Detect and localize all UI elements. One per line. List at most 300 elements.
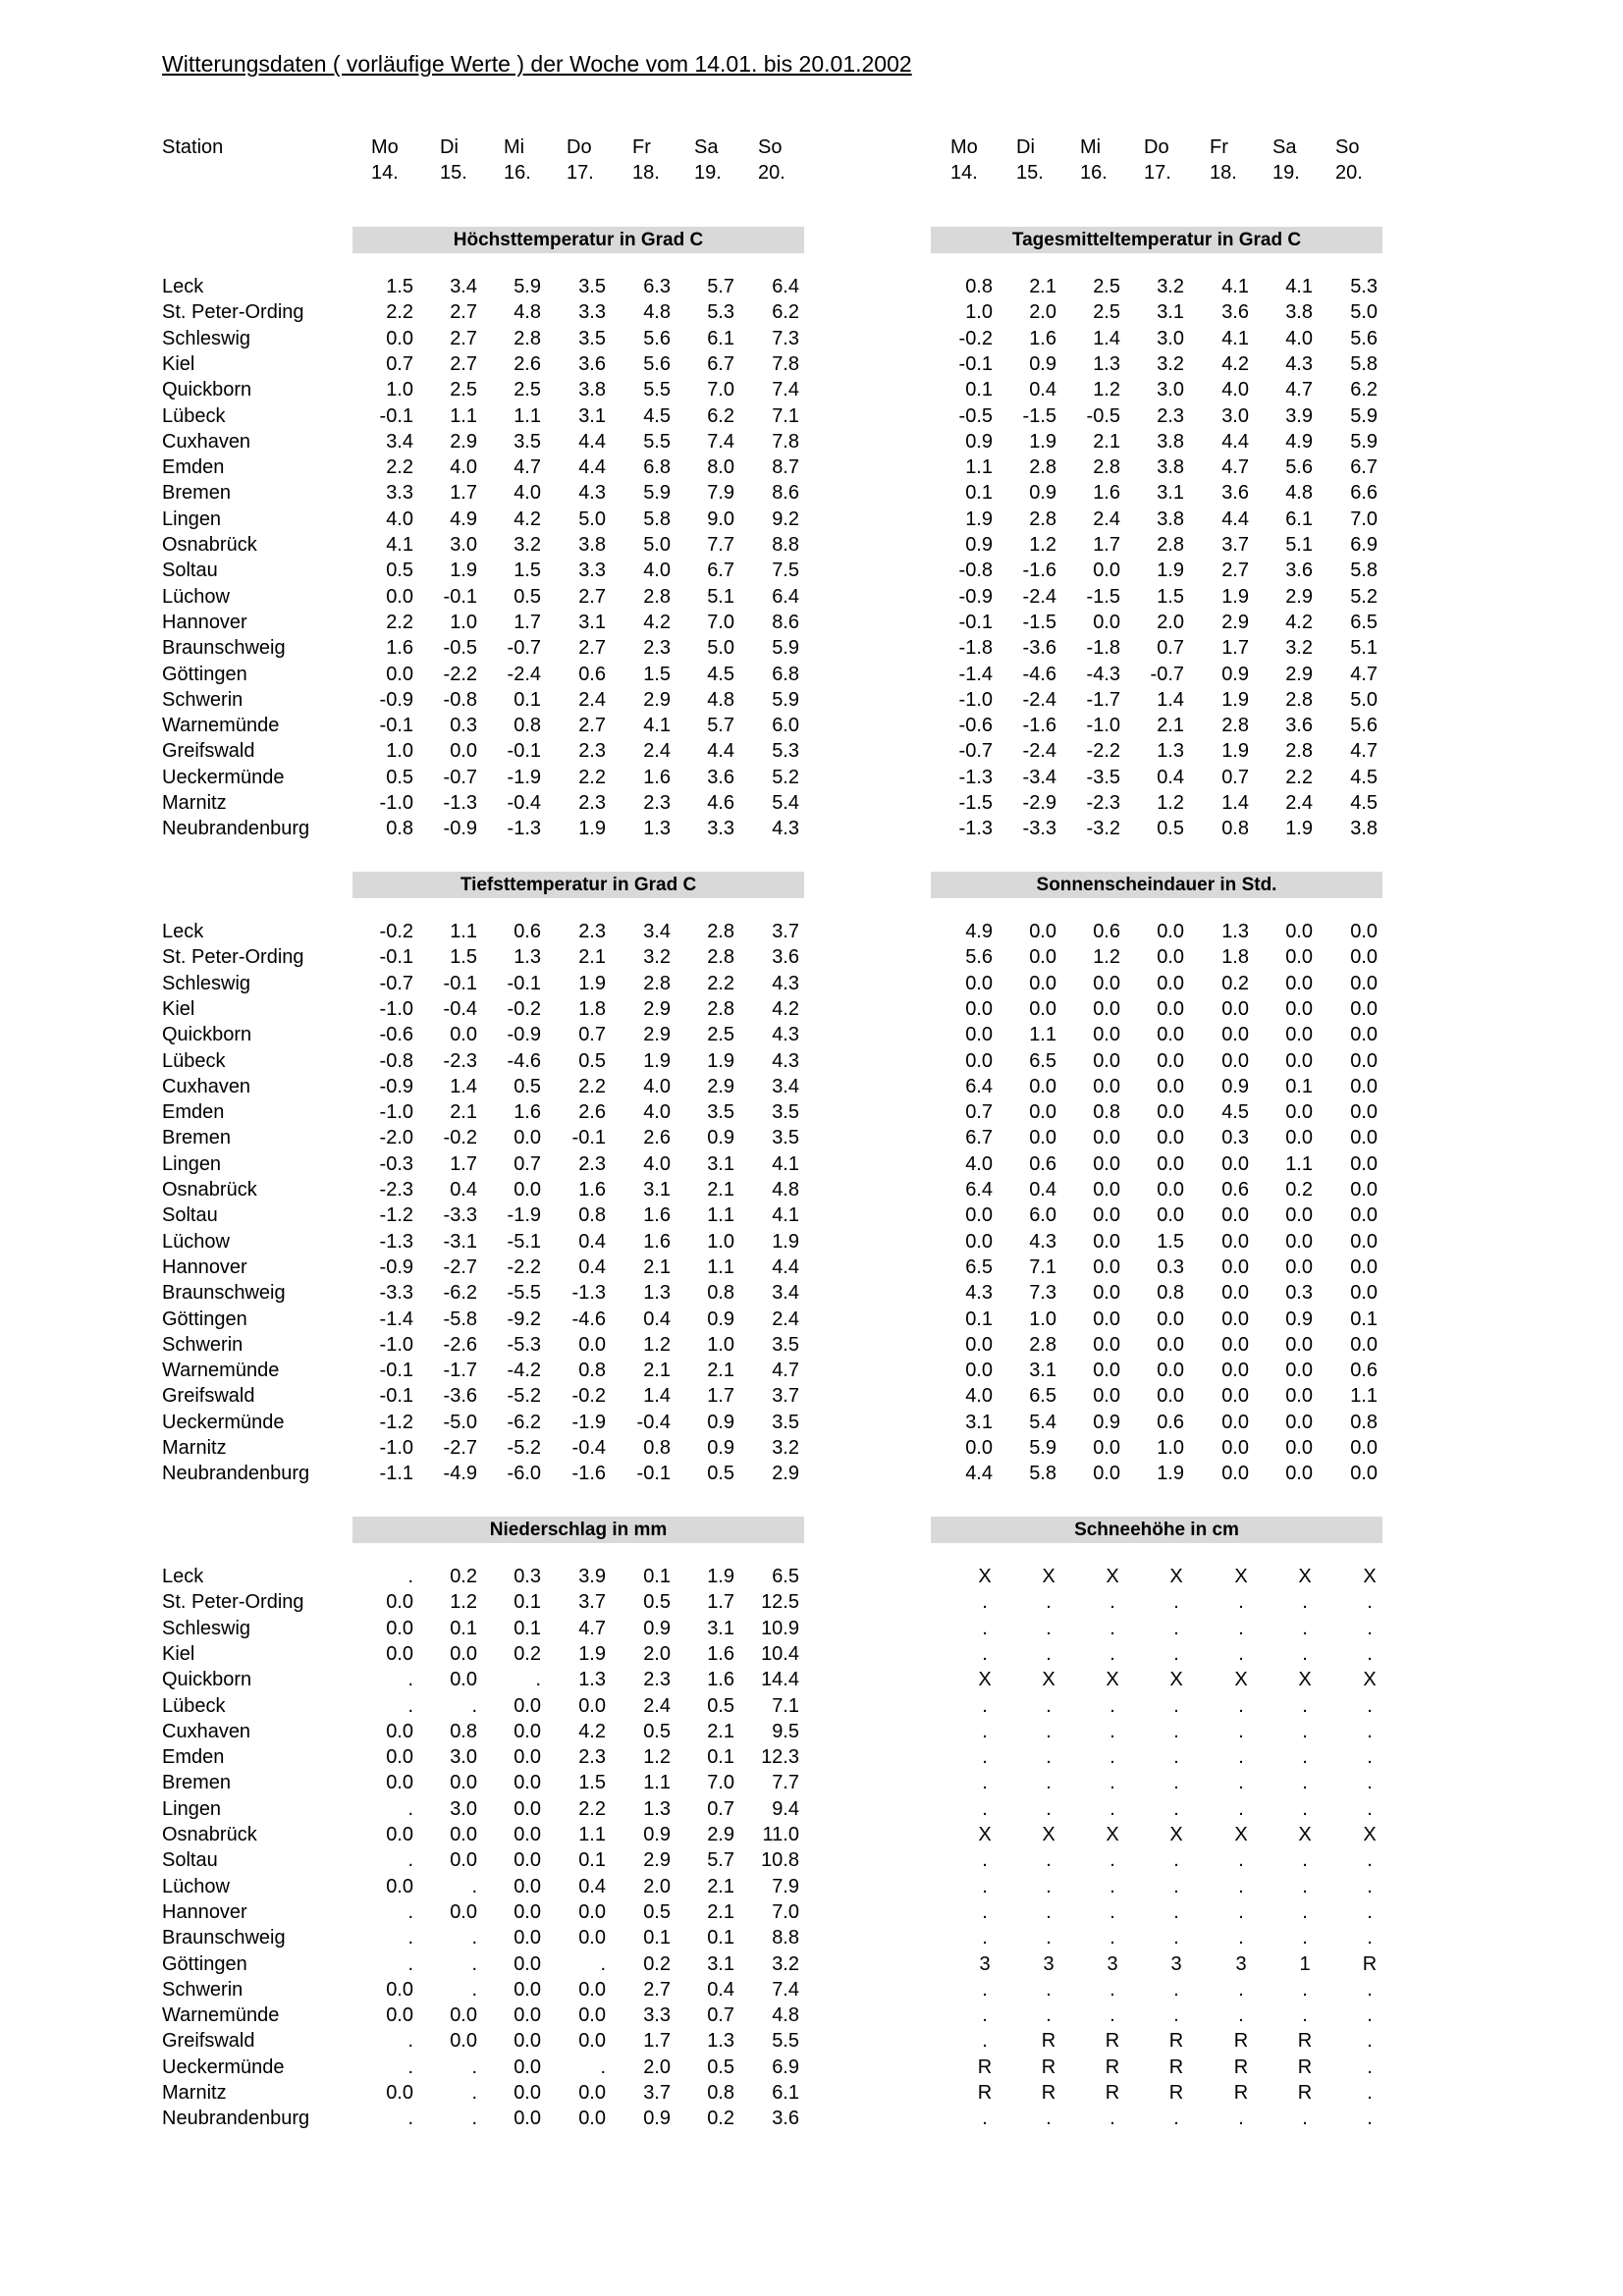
table-cell: -1.0 [379, 1333, 413, 1356]
table-cell: . [1046, 1927, 1052, 1949]
table-cell: 0.5 [386, 766, 413, 788]
day-header-right: Sa [1272, 136, 1297, 158]
table-cell: 1.6 [578, 1179, 606, 1201]
table-cell: 2.7 [643, 1978, 671, 2001]
table-cell: 0.0 [386, 1875, 413, 1897]
table-cell: 0.0 [1157, 1204, 1184, 1227]
table-cell: 0.0 [1350, 1179, 1378, 1201]
table-cell: 3.5 [772, 1127, 799, 1149]
table-cell: 4.3 [965, 1282, 993, 1305]
table-cell: 4.1 [1221, 327, 1249, 349]
table-cell: 5.8 [643, 507, 671, 530]
table-cell: X [978, 1566, 992, 1587]
table-cell: 0.9 [1221, 663, 1249, 685]
table-cell: X [1234, 1824, 1248, 1845]
table-cell: 1.5 [386, 276, 413, 297]
table-cell: 0.1 [707, 1927, 734, 1949]
section-title-left: Tiefsttemperatur in Grad C [352, 872, 804, 898]
table-cell: -2.9 [1022, 792, 1056, 814]
table-cell: 4.9 [450, 507, 477, 530]
table-cell: -0.2 [571, 1385, 606, 1408]
table-cell: 0.8 [1350, 1411, 1378, 1433]
table-cell: 2.6 [643, 1127, 671, 1149]
table-cell: 0.0 [1285, 1255, 1313, 1278]
table-cell: -0.1 [571, 1127, 606, 1149]
table-cell: 0.0 [1350, 1282, 1378, 1305]
table-cell: 1.3 [643, 1797, 671, 1820]
table-cell: 5.0 [643, 534, 671, 556]
table-cell: -1.6 [1022, 715, 1056, 737]
station-name: St. Peter-Ording [162, 1591, 304, 1614]
table-cell: 0.7 [578, 1024, 606, 1046]
table-cell: 1.9 [707, 1566, 734, 1587]
table-cell: 3.0 [1157, 327, 1184, 349]
table-cell: 0.0 [1350, 1437, 1378, 1459]
table-cell: . [982, 1642, 988, 1665]
table-cell: . [1173, 1720, 1179, 1742]
table-cell: . [1046, 1978, 1052, 2001]
station-name: Greifswald [162, 2030, 255, 2053]
table-cell: 0.0 [1285, 972, 1313, 994]
table-cell: -1.5 [1022, 404, 1056, 427]
table-cell: 3.8 [1285, 301, 1313, 324]
table-cell: 0.0 [386, 1642, 413, 1665]
table-cell: 0.8 [514, 715, 541, 737]
table-cell: 1.9 [707, 1049, 734, 1072]
date-header-right: 16. [1080, 162, 1108, 184]
station-name: Quickborn [162, 1024, 252, 1046]
table-cell: . [1046, 1797, 1052, 1820]
table-cell: -4.3 [1086, 663, 1120, 685]
table-cell: . [471, 1952, 477, 1975]
table-cell: -5.2 [507, 1385, 541, 1408]
table-cell: 6.4 [772, 276, 799, 297]
table-cell: -1.6 [1022, 560, 1056, 582]
table-cell: 4.2 [643, 611, 671, 633]
table-cell: -0.4 [443, 997, 477, 1020]
table-cell: 5.7 [707, 276, 734, 297]
table-cell: 3.2 [1157, 352, 1184, 375]
table-cell: 1.0 [1157, 1437, 1184, 1459]
table-cell: 5.6 [1350, 327, 1378, 349]
table-cell: -6.2 [443, 1282, 477, 1305]
table-cell: . [982, 1720, 988, 1742]
table-cell: R [1105, 2030, 1120, 2053]
table-cell: 1.0 [450, 611, 477, 633]
station-name: Neubrandenburg [162, 1463, 310, 1485]
table-cell: X [1106, 1824, 1119, 1845]
table-cell: 0.0 [1350, 1049, 1378, 1072]
table-cell: 0.9 [965, 430, 993, 453]
table-cell: 0.4 [707, 1978, 734, 2001]
table-cell: 1.2 [450, 1591, 477, 1614]
table-cell: . [1109, 1797, 1115, 1820]
table-cell: 4.4 [772, 1255, 799, 1278]
table-cell: -0.1 [443, 972, 477, 994]
table-cell: 0.0 [1093, 1463, 1120, 1485]
section-title-left: Niederschlag in mm [352, 1517, 804, 1543]
table-cell: 1.7 [1221, 637, 1249, 660]
station-name: Osnabrück [162, 1179, 257, 1201]
table-cell: . [1109, 1772, 1115, 1794]
table-cell: 1.3 [1157, 740, 1184, 763]
table-cell: 2.3 [578, 1746, 606, 1769]
table-cell: 0.0 [1285, 1437, 1313, 1459]
table-cell: 2.1 [707, 1360, 734, 1382]
table-cell: 0.9 [1029, 482, 1056, 505]
table-cell: 2.3 [578, 740, 606, 763]
table-cell: 4.1 [386, 534, 413, 556]
table-cell: 0.0 [1029, 1127, 1056, 1149]
table-cell: X [978, 1824, 992, 1845]
table-cell: 10.8 [761, 1849, 799, 1872]
table-cell: -1.9 [507, 766, 541, 788]
table-cell: 1.6 [514, 1101, 541, 1124]
table-cell: 0.0 [386, 1591, 413, 1614]
table-cell: -1.3 [958, 766, 993, 788]
table-cell: 0.0 [578, 2082, 606, 2104]
table-cell: 3.2 [1157, 276, 1184, 297]
table-cell: R [1233, 2030, 1249, 2053]
table-cell: 0.9 [707, 1411, 734, 1433]
table-cell: -1.7 [443, 1360, 477, 1382]
table-cell: 2.5 [1093, 301, 1120, 324]
table-cell: 0.5 [707, 1463, 734, 1485]
table-cell: 4.1 [1285, 276, 1313, 297]
station-name: Ueckermünde [162, 1411, 285, 1433]
table-cell: 1.6 [707, 1669, 734, 1691]
station-name: Schwerin [162, 688, 243, 711]
table-cell: 3.7 [1221, 534, 1249, 556]
table-cell: 7.1 [772, 404, 799, 427]
day-header-right: So [1335, 136, 1360, 158]
table-cell: . [1302, 1746, 1308, 1769]
table-cell: -2.4 [1022, 740, 1056, 763]
table-cell: 3 [1107, 1952, 1118, 1975]
table-cell: 3.5 [514, 430, 541, 453]
table-cell: . [982, 2030, 988, 2053]
table-cell: 3.2 [643, 946, 671, 969]
table-cell: X [1363, 1566, 1377, 1587]
table-cell: 5.0 [707, 637, 734, 660]
table-cell: 0.5 [643, 1720, 671, 1742]
table-cell: 0.0 [965, 1230, 993, 1253]
table-cell: 0.3 [1285, 1282, 1313, 1305]
table-cell: . [407, 1927, 413, 1949]
table-cell: . [1046, 1642, 1052, 1665]
table-cell: 1.9 [1157, 560, 1184, 582]
table-cell: 7.0 [707, 379, 734, 401]
table-cell: 3.4 [386, 430, 413, 453]
table-cell: 0.3 [1221, 1127, 1249, 1149]
table-cell: . [1046, 1694, 1052, 1717]
table-cell: 6.1 [1285, 507, 1313, 530]
table-cell: 0.0 [1285, 946, 1313, 969]
table-cell: 3.6 [707, 766, 734, 788]
table-cell: 7.0 [707, 611, 734, 633]
table-cell: 2.7 [578, 715, 606, 737]
table-cell: 4.1 [772, 1152, 799, 1175]
table-cell: 0.6 [1350, 1360, 1378, 1382]
station-name: Lübeck [162, 1694, 226, 1717]
table-cell: 0.9 [707, 1437, 734, 1459]
table-cell: X [1169, 1566, 1183, 1587]
table-cell: 4.0 [643, 560, 671, 582]
table-cell: 7.7 [772, 1772, 799, 1794]
table-cell: 1.0 [1029, 1308, 1056, 1330]
table-cell: 1.0 [707, 1230, 734, 1253]
table-cell: 0.4 [643, 1308, 671, 1330]
table-cell: -0.1 [379, 1385, 413, 1408]
table-cell: 0.0 [1029, 1101, 1056, 1124]
table-cell: 6.2 [772, 301, 799, 324]
table-cell: . [1238, 1797, 1244, 1820]
table-cell: 0.0 [1093, 1230, 1120, 1253]
table-cell: -2.7 [443, 1437, 477, 1459]
table-cell: 4.0 [643, 1075, 671, 1097]
table-cell: -5.3 [507, 1333, 541, 1356]
table-cell: 0.0 [1285, 1385, 1313, 1408]
table-cell: . [1367, 2030, 1373, 2053]
table-cell: 0.0 [578, 1978, 606, 2001]
table-cell: 1.1 [1029, 1024, 1056, 1046]
table-cell: 0.1 [514, 1591, 541, 1614]
station-name: Kiel [162, 352, 195, 375]
table-cell: 1.5 [1157, 1230, 1184, 1253]
table-cell: 1.1 [578, 1824, 606, 1845]
table-cell: 3.0 [450, 1746, 477, 1769]
station-name: Hannover [162, 1900, 247, 1923]
table-cell: -1.7 [1086, 688, 1120, 711]
table-cell: 0.0 [1157, 1152, 1184, 1175]
table-cell: 3.0 [450, 534, 477, 556]
table-cell: . [1238, 1849, 1244, 1872]
table-cell: . [1367, 1772, 1373, 1794]
table-cell: 2.6 [578, 1101, 606, 1124]
table-cell: 0.0 [965, 1049, 993, 1072]
table-cell: 0.0 [1221, 1437, 1249, 1459]
table-cell: 0.0 [1285, 1049, 1313, 1072]
table-cell: . [1367, 1720, 1373, 1742]
table-cell: 2.0 [643, 1642, 671, 1665]
table-cell: 6.5 [1029, 1385, 1056, 1408]
table-cell: 4.0 [386, 507, 413, 530]
table-cell: 0.0 [1350, 1204, 1378, 1227]
table-cell: . [1109, 1694, 1115, 1717]
station-name: Lingen [162, 1152, 222, 1175]
table-cell: 0.0 [1221, 1152, 1249, 1175]
table-cell: . [982, 1978, 988, 2001]
table-cell: 0.8 [707, 1282, 734, 1305]
table-cell: 3.3 [578, 560, 606, 582]
table-cell: 3.1 [1157, 482, 1184, 505]
table-cell: -0.5 [1086, 404, 1120, 427]
table-cell: 4.8 [772, 2004, 799, 2027]
station-name: Lübeck [162, 404, 226, 427]
table-cell: -2.3 [379, 1179, 413, 1201]
table-cell: 1.7 [450, 1152, 477, 1175]
table-cell: 0.0 [1221, 1308, 1249, 1330]
table-cell: . [1302, 1591, 1308, 1614]
table-cell: 8.0 [707, 456, 734, 479]
table-cell: 3.0 [1157, 379, 1184, 401]
table-cell: 0.8 [386, 818, 413, 840]
station-name: Braunschweig [162, 1927, 286, 1949]
table-cell: 5.3 [707, 301, 734, 324]
table-cell: 5.6 [1285, 456, 1313, 479]
table-cell: -0.6 [379, 1024, 413, 1046]
table-cell: 0.0 [514, 2082, 541, 2104]
section-title-left: Höchsttemperatur in Grad C [352, 227, 804, 253]
table-cell: . [600, 2056, 606, 2078]
table-cell: 0.6 [578, 663, 606, 685]
table-cell: 0.2 [1285, 1179, 1313, 1201]
table-cell: 2.8 [643, 972, 671, 994]
table-cell: 2.4 [643, 1694, 671, 1717]
table-cell: . [1109, 1617, 1115, 1639]
table-cell: -3.5 [1086, 766, 1120, 788]
table-cell: 0.0 [1285, 1360, 1313, 1382]
station-name: Lingen [162, 1797, 222, 1820]
table-cell: X [1234, 1566, 1248, 1587]
date-header-left: 17. [567, 162, 594, 184]
table-cell: 3.8 [1157, 430, 1184, 453]
table-cell: -0.1 [379, 404, 413, 427]
table-cell: 1.9 [1221, 740, 1249, 763]
table-cell: 0.0 [514, 1900, 541, 1923]
table-cell: 4.4 [578, 430, 606, 453]
table-cell: . [1046, 1772, 1052, 1794]
table-cell: 2.1 [707, 1720, 734, 1742]
table-cell: 2.4 [1093, 507, 1120, 530]
station-name: Warnemünde [162, 2004, 280, 2027]
table-cell: R [977, 2082, 993, 2104]
table-cell: 2.9 [707, 1075, 734, 1097]
table-cell: 4.7 [578, 1617, 606, 1639]
table-cell: -4.9 [443, 1463, 477, 1485]
station-name: Warnemünde [162, 1360, 280, 1382]
table-cell: . [407, 1900, 413, 1923]
table-cell: 1.4 [1221, 792, 1249, 814]
table-cell: 5.6 [643, 327, 671, 349]
station-name: Braunschweig [162, 1282, 286, 1305]
table-cell: 5.9 [1029, 1437, 1056, 1459]
date-header-left: 15. [440, 162, 467, 184]
table-cell: -0.5 [443, 637, 477, 660]
table-cell: 4.9 [965, 921, 993, 942]
table-cell: -1.5 [1086, 585, 1120, 608]
table-cell: . [1173, 1978, 1179, 2001]
table-cell: 1.9 [1221, 688, 1249, 711]
table-cell: . [1302, 1772, 1308, 1794]
table-cell: 0.1 [965, 379, 993, 401]
table-cell: 0.5 [514, 1075, 541, 1097]
table-cell: 0.9 [707, 1308, 734, 1330]
day-header-right: Fr [1210, 136, 1228, 158]
table-cell: -3.6 [443, 1385, 477, 1408]
table-cell: . [1238, 1642, 1244, 1665]
table-cell: 2.2 [1285, 766, 1313, 788]
table-cell: 9.2 [772, 507, 799, 530]
table-cell: 2.9 [643, 997, 671, 1020]
table-cell: 4.3 [772, 1049, 799, 1072]
table-cell: 3.7 [772, 1385, 799, 1408]
table-cell: 5.1 [1285, 534, 1313, 556]
table-cell: 3.6 [772, 946, 799, 969]
table-cell: -5.2 [507, 1437, 541, 1459]
table-cell: . [1173, 1797, 1179, 1820]
table-cell: 3 [1043, 1952, 1055, 1975]
table-cell: 0.0 [1093, 1360, 1120, 1382]
table-cell: -1.2 [379, 1411, 413, 1433]
table-cell: 5.8 [1029, 1463, 1056, 1485]
table-cell: 3.5 [772, 1411, 799, 1433]
table-cell: 4.7 [1350, 740, 1378, 763]
table-cell: 0.0 [386, 1617, 413, 1639]
table-cell: 0.6 [514, 921, 541, 942]
table-cell: -0.9 [958, 585, 993, 608]
table-cell: R [1105, 2056, 1120, 2078]
table-cell: 1.8 [1221, 946, 1249, 969]
day-header-left: Mi [504, 136, 525, 158]
table-cell: 1.3 [1221, 921, 1249, 942]
table-cell: 0.0 [1093, 1282, 1120, 1305]
table-cell: 0.3 [514, 1566, 541, 1587]
table-cell: 4.2 [1221, 352, 1249, 375]
table-cell: . [982, 2004, 988, 2027]
table-cell: 0.2 [450, 1566, 477, 1587]
table-cell: 4.3 [772, 818, 799, 840]
table-cell: 0.2 [643, 1952, 671, 1975]
day-header-left: So [758, 136, 783, 158]
table-cell: -2.2 [443, 663, 477, 685]
table-cell: 5.0 [1350, 301, 1378, 324]
table-cell: 0.9 [643, 2108, 671, 2130]
station-name: Bremen [162, 1772, 232, 1794]
table-cell: 6.5 [772, 1566, 799, 1587]
table-cell: 6.4 [965, 1179, 993, 1201]
table-cell: 0.0 [1350, 1101, 1378, 1124]
table-cell: 12.5 [761, 1591, 799, 1614]
table-cell: 1.9 [643, 1049, 671, 1072]
table-cell: -0.9 [379, 1255, 413, 1278]
table-cell: 0.0 [386, 585, 413, 608]
table-cell: -3.2 [1086, 818, 1120, 840]
table-cell: 2.8 [707, 921, 734, 942]
table-cell: -0.1 [379, 715, 413, 737]
table-cell: 3.7 [772, 921, 799, 942]
table-cell: 7.3 [772, 327, 799, 349]
table-cell: 4.1 [643, 715, 671, 737]
table-cell: 0.2 [1221, 972, 1249, 994]
table-cell: 0.0 [1350, 921, 1378, 942]
table-cell: 2.1 [707, 1900, 734, 1923]
station-name: Soltau [162, 1849, 218, 1872]
table-cell: 0.1 [643, 1566, 671, 1587]
table-cell: -0.8 [958, 560, 993, 582]
table-cell: 0.7 [514, 1152, 541, 1175]
table-cell: 0.4 [578, 1230, 606, 1253]
station-header: Station [162, 136, 224, 158]
table-cell: 4.5 [1221, 1101, 1249, 1124]
table-cell: 1.6 [1093, 482, 1120, 505]
table-cell: 2.5 [450, 379, 477, 401]
table-cell: 7.0 [772, 1900, 799, 1923]
table-cell: R [1297, 2056, 1313, 2078]
table-cell: -1.3 [443, 792, 477, 814]
table-cell: 0.1 [707, 1746, 734, 1769]
table-cell: X [1106, 1669, 1119, 1691]
